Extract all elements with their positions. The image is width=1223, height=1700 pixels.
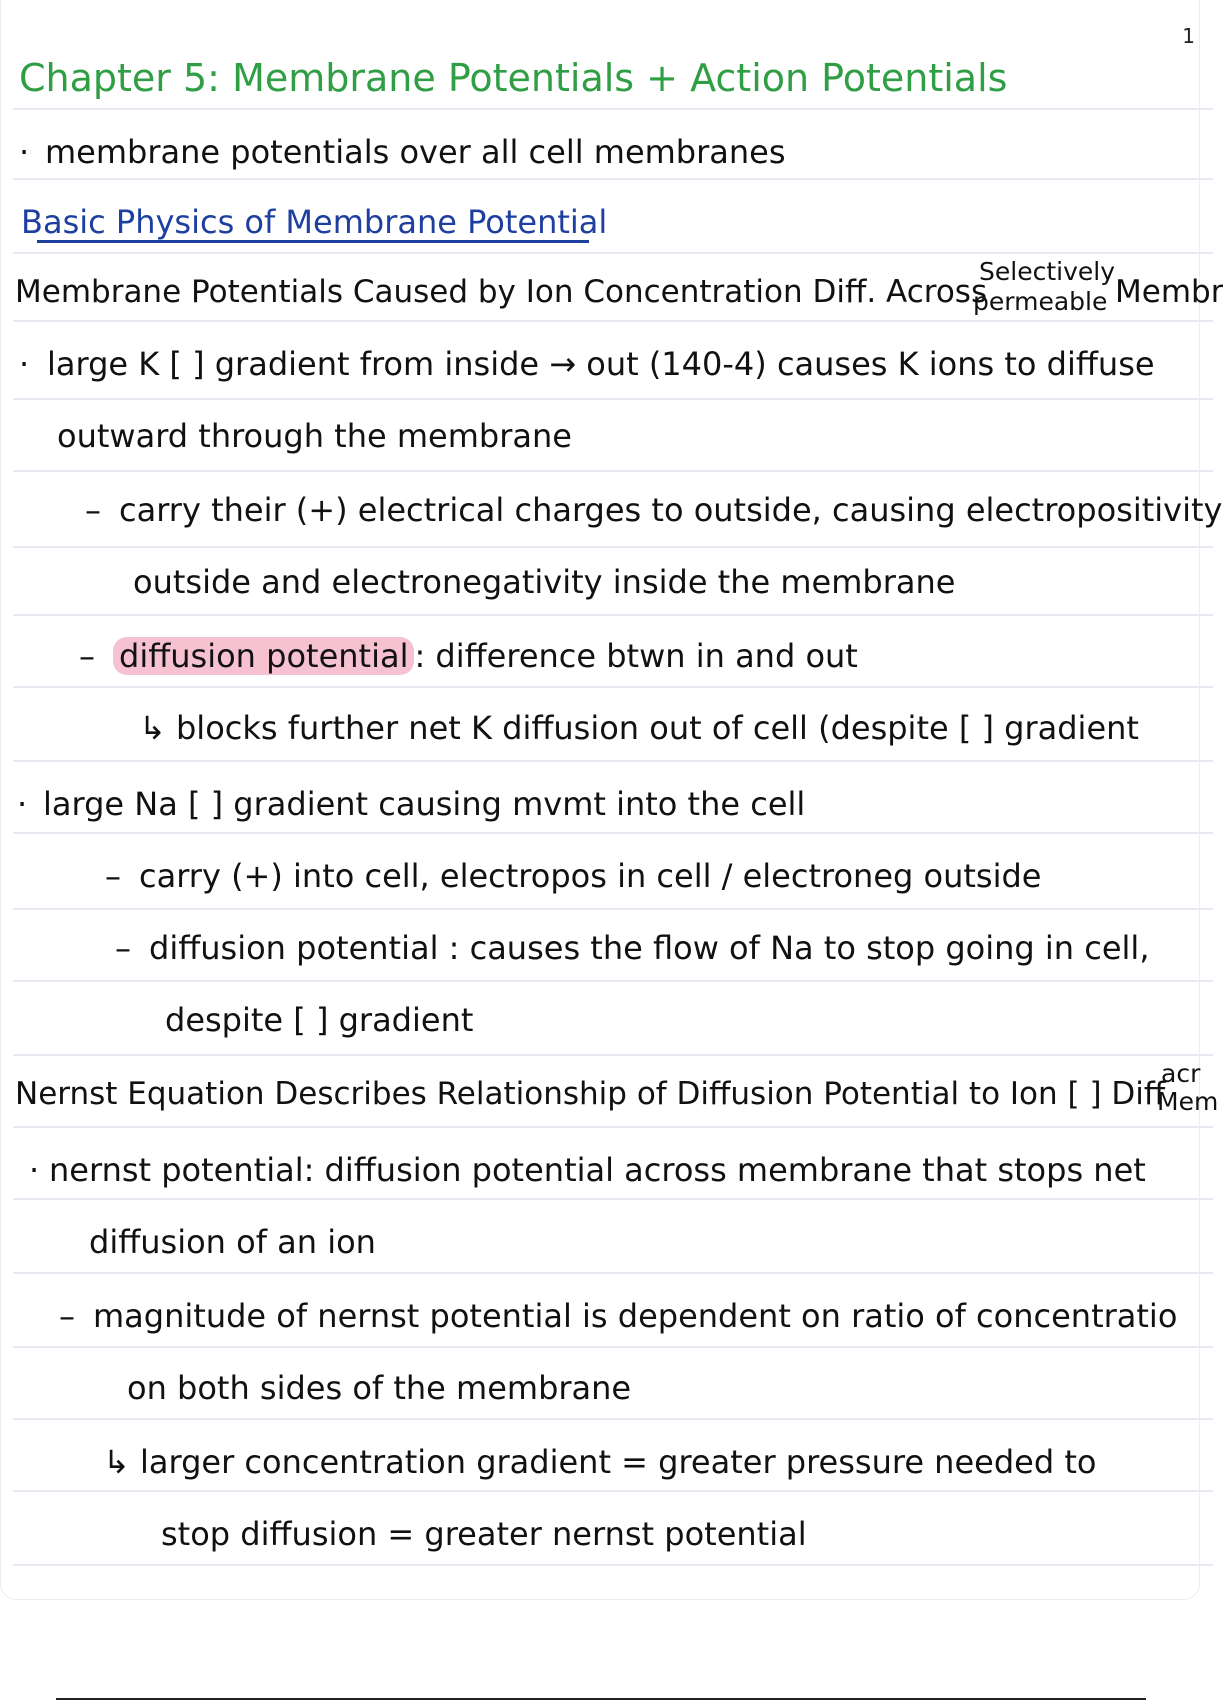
dash: – xyxy=(105,857,121,895)
ruled-line xyxy=(13,614,1213,616)
note-line: ↳ blocks further net K diffusion out of cell (despite [ ] gradient xyxy=(139,709,1139,747)
note-line: nernst potential: diffusion potential across membrane that stops net xyxy=(49,1151,1146,1189)
ruled-line xyxy=(13,1198,1213,1200)
subheading-nernst-equation: Nernst Equation Describes Relationship of Diffusion Potential to Ion [ ] Diff xyxy=(15,1076,1166,1112)
note-line: outside and electronegativity inside the membrane xyxy=(133,563,956,601)
page-number: 1 xyxy=(1182,24,1195,48)
intro-line: membrane potentials over all cell membranes xyxy=(45,133,786,171)
ruled-line xyxy=(13,178,1213,180)
note-line: stop diffusion = greater nernst potential xyxy=(161,1515,807,1553)
bullet: · xyxy=(17,785,28,823)
ruled-line xyxy=(13,546,1213,548)
ruled-line xyxy=(13,832,1213,834)
dash: – xyxy=(59,1297,75,1335)
subheading-trailing: Membr xyxy=(1115,274,1223,310)
ruled-line xyxy=(13,686,1213,688)
note-line: large Na [ ] gradient causing mvmt into the cell xyxy=(43,785,806,823)
ruled-line xyxy=(13,760,1213,762)
note-line: large K [ ] gradient from inside → out (140-4) causes K ions to diffuse xyxy=(47,345,1155,383)
dash: – xyxy=(79,637,95,675)
ruled-line xyxy=(13,320,1213,322)
note-line: diffusion potential : causes the flow of Na to stop going in cell, xyxy=(149,929,1150,967)
bullet: · xyxy=(29,1151,40,1189)
note-line: outward through the membrane xyxy=(57,417,572,455)
page-title: Chapter 5: Membrane Potentials + Action Potentials xyxy=(19,56,1008,100)
note-line: ↳ larger concentration gradient = greater pressure needed to xyxy=(103,1443,1097,1481)
note-line: on both sides of the membrane xyxy=(127,1369,632,1407)
ruled-line xyxy=(13,1346,1213,1348)
annotation-selectively: Selectively xyxy=(979,257,1115,286)
ruled-line xyxy=(13,1054,1213,1056)
ruled-line xyxy=(13,470,1213,472)
dash: – xyxy=(85,491,101,529)
ruled-line xyxy=(13,908,1213,910)
note-line: carry their (+) electrical charges to outside, causing electropositivity xyxy=(119,491,1223,529)
ruled-line xyxy=(13,1564,1213,1566)
bullet: · xyxy=(19,345,30,383)
ruled-line xyxy=(13,1126,1213,1128)
heading-underline xyxy=(37,240,589,243)
ruled-line xyxy=(13,1490,1213,1492)
ruled-line xyxy=(13,980,1213,982)
section-heading: Basic Physics of Membrane Potential xyxy=(21,203,608,241)
ruled-line xyxy=(13,108,1213,110)
subheading-ion-concentration: Membrane Potentials Caused by Ion Concentration Diff. Across xyxy=(15,274,988,310)
note-line: diffusion of an ion xyxy=(89,1223,376,1261)
ruled-line xyxy=(13,252,1213,254)
highlighted-term: diffusion potential xyxy=(113,637,414,675)
note-line-diffusion-potential xyxy=(113,636,858,676)
note-line: carry (+) into cell, electropos in cell / electroneg outside xyxy=(139,857,1042,895)
annotation-permeable: permeable xyxy=(973,287,1108,316)
ruled-line xyxy=(13,1418,1213,1420)
ruled-line xyxy=(13,1272,1213,1274)
annotation-membrane: Mem xyxy=(1157,1087,1219,1116)
dash: – xyxy=(115,929,131,967)
definition-text: : difference btwn in and out xyxy=(414,637,858,675)
annotation-across: acr xyxy=(1161,1059,1201,1088)
note-line: despite [ ] gradient xyxy=(165,1001,474,1039)
bullet: · xyxy=(19,133,30,171)
note-line: magnitude of nernst potential is dependent on ratio of concentratio xyxy=(93,1297,1178,1335)
ruled-line xyxy=(13,398,1213,400)
